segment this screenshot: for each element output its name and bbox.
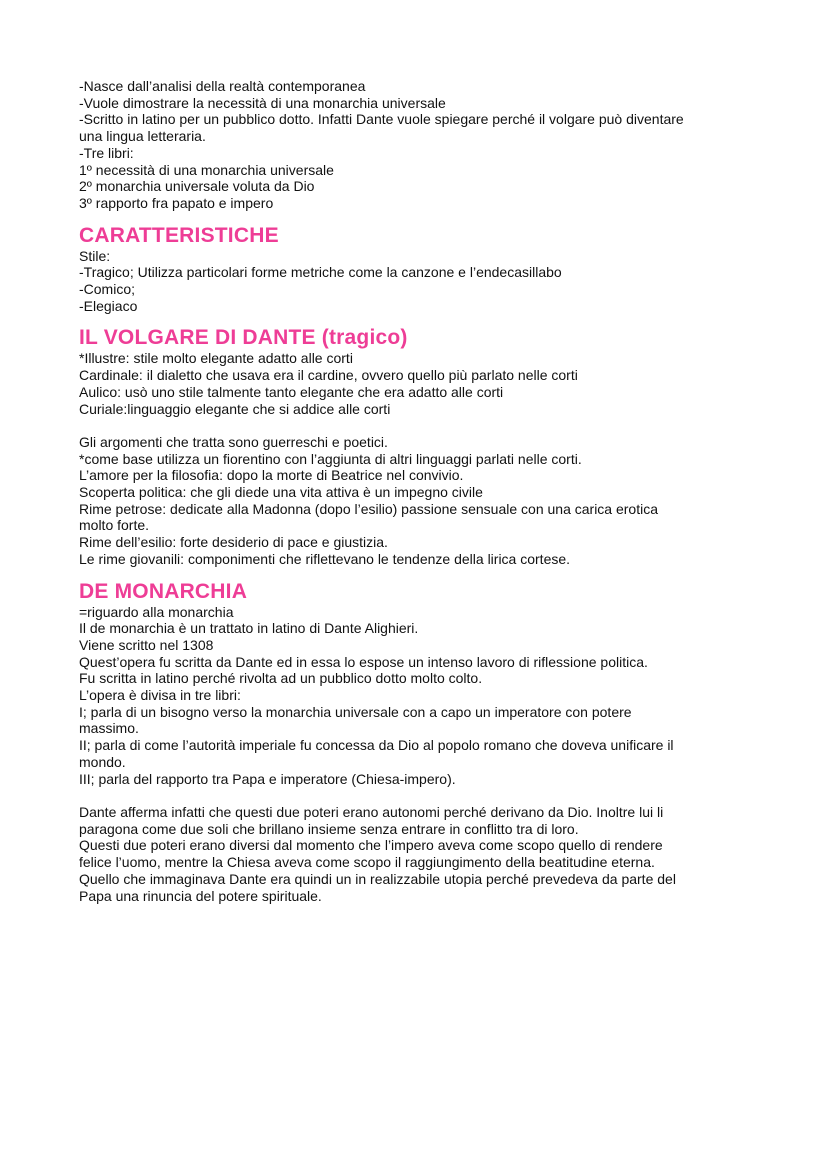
- volgare-line: Aulico: usò uno stile talmente tanto elegante che era adatto alle corti: [79, 383, 504, 400]
- monarchia-line: II; parla di come l’autorità imperiale fu concessa da Dio al popolo romano che doveva unificare il: [79, 737, 674, 754]
- intro-line: -Tre libri:: [79, 144, 134, 161]
- volgare-block: [79, 350, 769, 567]
- volgare-line: Rime petrose: dedicate alla Madonna (dopo l’esilio) passione sensuale con una carica erotica: [79, 500, 659, 517]
- monarchia-block: [79, 604, 769, 905]
- intro-line: 2º monarchia universale voluta da Dio: [79, 178, 315, 195]
- monarchia-line: Papa una rinuncia del potere spirituale.: [79, 887, 322, 904]
- volgare-line: Gli argomenti che tratta sono guerreschi e poetici.: [79, 433, 388, 450]
- monarchia-line: mondo.: [79, 753, 126, 770]
- monarchia-line: L’opera è divisa in tre libri:: [79, 687, 241, 704]
- monarchia-line: Viene scritto nel 1308: [79, 636, 214, 653]
- volgare-line: Curiale:linguaggio elegante che si addice alle corti: [79, 400, 391, 417]
- intro-line: 1º necessità di una monarchia universale: [79, 161, 334, 178]
- volgare-line: Le rime giovanili: componimenti che riflettevano le tendenze della lirica cortese.: [79, 550, 571, 567]
- paragraph-gap: [79, 787, 769, 804]
- monarchia-line: massimo.: [79, 720, 139, 737]
- intro-block: [79, 78, 769, 212]
- volgare-line: molto forte.: [79, 517, 150, 534]
- volgare-line: Rime dell’esilio: forte desiderio di pace e giustizia.: [79, 534, 388, 551]
- volgare-line: *come base utilizza un fiorentino con l’aggiunta di altri linguaggi parlati nelle corti.: [79, 450, 582, 467]
- monarchia-line: paragona come due soli che brillano insieme senza entrare in conflitto tra di loro.: [79, 820, 579, 837]
- intro-line: una lingua letteraria.: [79, 128, 206, 145]
- intro-line: -Vuole dimostrare la necessità di una monarchia universale: [79, 94, 446, 111]
- monarchia-line: =riguardo alla monarchia: [79, 603, 234, 620]
- caratteristiche-line: -Elegiaco: [79, 297, 138, 314]
- document-body: [79, 78, 769, 904]
- volgare-line: Cardinale: il dialetto che usava era il cardine, ovvero quello più parlato nelle corti: [79, 367, 578, 384]
- heading-caratteristiche: CARATTERISTICHE: [79, 223, 279, 247]
- caratteristiche-line: -Comico;: [79, 281, 136, 298]
- monarchia-line: Quello che immaginava Dante era quindi un in realizzabile utopia perché prevedeva da parte del: [79, 870, 676, 887]
- monarchia-line: III; parla del rapporto tra Papa e imperatore (Chiesa-impero).: [79, 770, 456, 787]
- monarchia-line: Questi due poteri erano diversi dal momento che l’impero aveva come scopo quello di rendere: [79, 837, 663, 854]
- volgare-line: L’amore per la filosofia: dopo la morte di Beatrice nel convivio.: [79, 467, 464, 484]
- volgare-line: *Illustre: stile molto elegante adatto alle corti: [79, 350, 353, 367]
- monarchia-line: Quest’opera fu scritta da Dante ed in essa lo espose un intenso lavoro di riflessione politica.: [79, 653, 648, 670]
- intro-line: -Nasce dall’analisi della realtà contemporanea: [79, 78, 366, 94]
- intro-line: -Scritto in latino per un pubblico dotto. Infatti Dante vuole spiegare perché il volgare può diventare: [79, 111, 684, 128]
- caratteristiche-line: Stile:: [79, 247, 111, 264]
- monarchia-line: I; parla di un bisogno verso la monarchia universale con a capo un imperatore con potere: [79, 703, 632, 720]
- heading-monarchia: DE MONARCHIA: [79, 579, 248, 603]
- monarchia-line: felice l’uomo, mentre la Chiesa aveva come scopo il raggiungimento della beatitudine eterna.: [79, 854, 655, 871]
- volgare-line: Scoperta politica: che gli diede una vita attiva è un impegno civile: [79, 484, 483, 501]
- caratteristiche-line: -Tragico; Utilizza particolari forme metriche come la canzone e l’endecasillabo: [79, 264, 562, 281]
- intro-line: 3º rapporto fra papato e impero: [79, 194, 274, 211]
- monarchia-line: Fu scritta in latino perché rivolta ad un pubblico dotto molto colto.: [79, 670, 483, 687]
- heading-volgare: IL VOLGARE DI DANTE (tragico): [79, 326, 408, 350]
- caratteristiche-block: [79, 248, 769, 315]
- monarchia-line: Dante afferma infatti che questi due poteri erano autonomi perché derivano da Dio. Inoltre lui li: [79, 803, 664, 820]
- paragraph-gap: [79, 417, 769, 434]
- monarchia-line: Il de monarchia è un trattato in latino di Dante Alighieri.: [79, 620, 419, 637]
